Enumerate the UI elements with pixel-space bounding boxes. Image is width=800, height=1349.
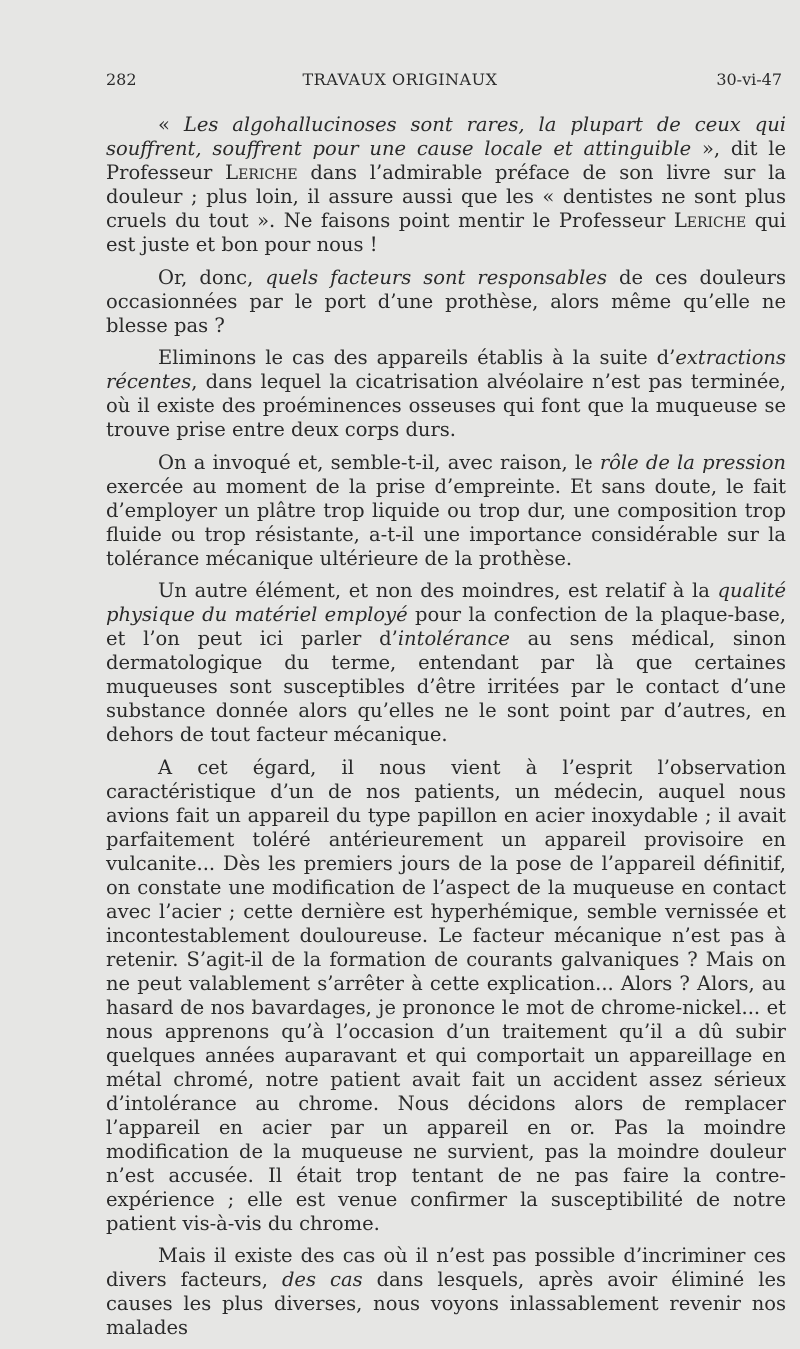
text-run: exercée au moment de la prise d’empreinte. Et sans doute, le fait d’employer un plâtre trop liquide ou trop dur, une composition trop fluide ou trop résistante, a-t-il une importance considérable sur la tolérance mécanique ultérieure de la prothèse. (106, 474, 786, 570)
italic-text: extractions récentes (106, 346, 786, 393)
text-run: Or, donc, (158, 265, 266, 289)
text-run: , dans lequel la cicatrisation alvéolaire n’est pas terminée, où il existe des proéminences osseuses qui font que la muqueuse se trouve prise entre deux corps durs. (106, 370, 786, 441)
issue-date: 30-vi-47 (716, 70, 782, 89)
running-title: TRAVAUX ORIGINAUX (302, 70, 498, 89)
paragraph (106, 451, 786, 571)
text-run: dans l’admirable préface de son livre sur la douleur ; plus loin, il assure aussi que les « dentistes ne sont plus cruels du tout ». Ne faisons point mentir le Professeur (106, 161, 786, 232)
italic-text: rôle de la pression (599, 450, 786, 474)
paragraph (106, 579, 786, 747)
text-run: Mais il existe des cas où il n’est pas possible d’incriminer ces divers facteurs, (106, 1244, 786, 1291)
text-run: de ces douleurs occasionnées par le port d’une prothèse, alors même qu’elle ne blesse pas ? (106, 265, 786, 337)
italic-text: quels facteurs sont responsables (265, 265, 607, 289)
text-run: dans lesquels, après avoir éliminé les causes les plus diverses, nous voyons inlassablement revenir nos malades (106, 1268, 786, 1339)
text-run: On a invoqué et, semble-t-il, avec raison, le (158, 450, 600, 474)
text-run: au sens médical, sinon dermatologique du terme, entendant par là que certaines muqueuses sont susceptibles d’être irritées par le contact d’une substance donnée alors qu’elles ne le sont point par d’autres, en dehors de tout facteur mécanique. (106, 627, 787, 746)
italic-text: Les algohallucinoses sont rares, la plupart de ceux qui souffrent, souffrent pour une cause locale et attinguible (106, 113, 786, 160)
text-run: Un autre élément, et non des moindres, est relatif à la (158, 579, 718, 602)
author-name: Leriche (225, 161, 298, 184)
author-name: Leriche (673, 209, 747, 232)
text-run: A cet égard, il nous vient à l’esprit l’observation caractéristique d’un de nos patients, un médecin, auquel nous avions fait un appareil du type papillon en acier inoxydable ; il avait parfaitement toléré antérieurement un appareil provisoire en vulcanite... Dès les premiers jours de la pose de l’appareil définitif, on constate une modification de l’aspect de la muqueuse en contact avec l’acier ; cette dernière est hyperhémique, semble vernissée et incontestablement douloureuse. Le facteur mécanique n’est pas à retenir. S’agit-il de la formation de courants galvaniques ? Mais on ne peut valablement s’arrêter à cette explication... Alors ? Alors, au hasard de nos bavardages, je prononce le mot de chrome-nickel... et nous apprenons qu’à l’occasion d’un traitement qu’il a dû subir quelques années auparavant et qui comportait un appareillage en métal chromé, notre patient avait fait un accident assez sérieux d’intolérance au chrome. Nous décidons alors de remplacer l’appareil en acier par un appareil en or. Pas la moindre modification de la muqueuse ne survient, pas la moindre douleur n’est accusée. Il était trop tentant de ne pas faire la contre-expérience ; elle est venue confirmer la susceptibilité de notre patient vis-à-vis du chrome. (106, 755, 786, 1235)
page-number: 282 (106, 70, 137, 89)
text-run: », dit le Professeur (106, 137, 786, 184)
paragraph (106, 346, 786, 442)
italic-text: intolérance (397, 627, 510, 650)
text-run: Eliminons le cas des appareils établis à la suite d’ (158, 346, 676, 369)
paragraph (106, 756, 786, 1236)
italic-text: des cas (281, 1268, 363, 1291)
italic-text: qualité physique du matériel employé (106, 579, 786, 626)
running-header (0, 70, 800, 94)
paragraph (106, 266, 786, 338)
article-body (106, 113, 786, 1349)
paragraph (106, 1244, 786, 1340)
paragraph (106, 113, 786, 257)
text-run: qui est juste et bon pour nous ! (106, 209, 786, 256)
text-run: « (158, 113, 184, 136)
text-run: pour la confection de la plaque-base, et l’on peut ici parler d’ (106, 603, 786, 650)
